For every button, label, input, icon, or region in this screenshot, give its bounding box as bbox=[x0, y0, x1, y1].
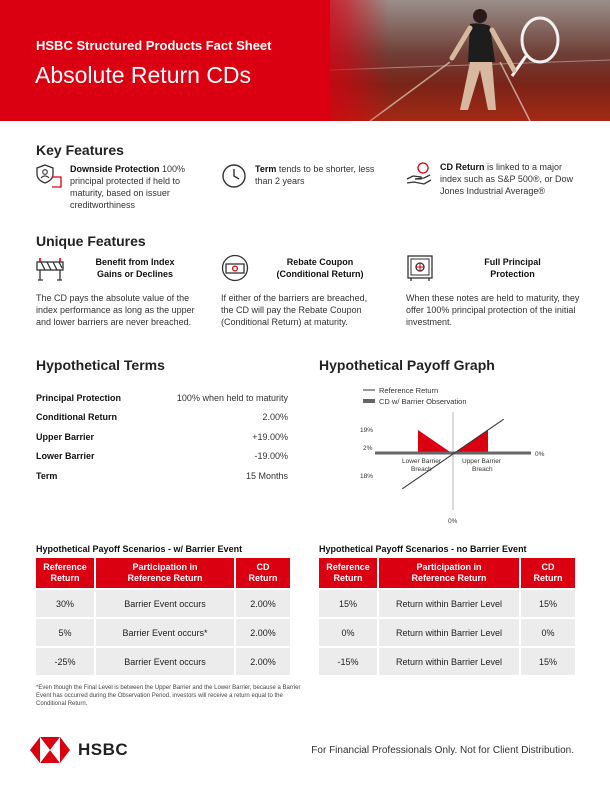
cell-reference: 30% bbox=[36, 590, 94, 617]
cell-participation: Return within Barrier Level bbox=[379, 590, 519, 617]
cell-participation: Return within Barrier Level bbox=[379, 648, 519, 675]
unique-feature-title: Rebate Coupon (Conditional Return) bbox=[276, 257, 364, 279]
table-row bbox=[319, 590, 575, 617]
table-row bbox=[319, 648, 575, 675]
legend-cd-label: CD w/ Barrier Observation bbox=[379, 397, 467, 406]
cell-cd-return: 15% bbox=[521, 648, 575, 675]
term-row: Principal Protection 100% when held to maturity bbox=[36, 392, 288, 403]
unique-features-heading: Unique Features bbox=[36, 233, 146, 249]
payoff-graph bbox=[355, 378, 555, 528]
cash-coupon-icon bbox=[221, 254, 249, 282]
header-cd-return: CD Return bbox=[521, 558, 575, 588]
scenarios-no-barrier-table bbox=[317, 556, 577, 677]
key-feature-text: CD Return is linked to a major index such as S&P 500®, or Dow Jones Industrial Average® bbox=[440, 162, 574, 196]
header-subtitle: HSBC Structured Products Fact Sheet bbox=[36, 38, 272, 53]
header-reference-return: Reference Return bbox=[36, 558, 94, 588]
cell-participation: Return within Barrier Level bbox=[379, 619, 519, 646]
cell-participation: Barrier Event occurs bbox=[96, 590, 234, 617]
terms-list bbox=[36, 388, 288, 486]
key-feature-text: Downside Protection 100% principal protected if held to maturity, based on issuer creditworthiness bbox=[70, 164, 186, 210]
lower-barrier-label-2: Breach bbox=[411, 466, 432, 473]
footnote: *Even though the Final Level is between the Upper Barrier and the Lower Barrier, because a Barrier Event has occurred during the Observation Period, investors will receive a return equal to the Conditional Return. bbox=[36, 685, 301, 707]
cell-reference: 5% bbox=[36, 619, 94, 646]
x-label-0-right: 0% bbox=[535, 451, 545, 458]
header-reference-return: Reference Return bbox=[319, 558, 377, 588]
key-feature-text: Term tends to be shorter, less than 2 years bbox=[255, 164, 375, 186]
key-features-heading: Key Features bbox=[36, 142, 124, 158]
header-banner bbox=[0, 0, 610, 121]
table-row bbox=[319, 619, 575, 646]
key-feature-downside bbox=[36, 163, 211, 211]
y-label-18: 18% bbox=[360, 473, 374, 480]
term-row: Term 15 Months bbox=[36, 470, 288, 481]
y-label-2: 2% bbox=[363, 445, 373, 452]
table-row bbox=[36, 590, 290, 617]
table-row bbox=[36, 619, 290, 646]
header-participation: Participation in Reference Return bbox=[96, 558, 234, 588]
table-header-row bbox=[36, 558, 290, 588]
table-header-row bbox=[319, 558, 575, 588]
cell-reference: -25% bbox=[36, 648, 94, 675]
unique-feature-body: The CD pays the absolute value of the index performance as long as the upper and lower barriers are never breached. bbox=[36, 293, 195, 327]
legend-cd-swatch bbox=[363, 399, 375, 403]
unique-feature-body: When these notes are held to maturity, they offer 100% principal protection of the initial investment. bbox=[406, 293, 580, 327]
legend-reference-label: Reference Return bbox=[379, 386, 439, 395]
cell-reference: -15% bbox=[319, 648, 377, 675]
cell-participation: Barrier Event occurs bbox=[96, 648, 234, 675]
cell-cd-return: 2.00% bbox=[236, 648, 290, 675]
header-fade bbox=[300, 0, 390, 121]
scenarios-barrier-title: Hypothetical Payoff Scenarios - w/ Barrier Event bbox=[36, 544, 243, 554]
hsbc-hexagon-logo bbox=[30, 737, 70, 763]
y-label-0-bottom: 0% bbox=[448, 518, 458, 525]
cell-cd-return: 2.00% bbox=[236, 590, 290, 617]
header-participation: Participation in Reference Return bbox=[379, 558, 519, 588]
header-cd-return: CD Return bbox=[236, 558, 290, 588]
upper-barrier-label: Upper Barrier bbox=[462, 458, 502, 465]
cell-reference: 15% bbox=[319, 590, 377, 617]
scenarios-no-barrier-title: Hypothetical Payoff Scenarios - no Barrier Event bbox=[319, 544, 527, 554]
unique-feature-principal bbox=[406, 254, 581, 328]
footer-disclaimer: For Financial Professionals Only. Not for Client Distribution. bbox=[311, 745, 574, 756]
terms-heading: Hypothetical Terms bbox=[36, 357, 165, 373]
shield-person-icon bbox=[36, 163, 62, 189]
barrier-icon bbox=[36, 254, 64, 282]
term-row: Lower Barrier -19.00% bbox=[36, 451, 288, 462]
unique-feature-body: If either of the barriers are breached, the CD will pay the Rebate Coupon (Conditional Return) at maturity. bbox=[221, 293, 368, 327]
unique-feature-rebate bbox=[221, 254, 381, 328]
table-row bbox=[36, 648, 290, 675]
term-row: Upper Barrier +19.00% bbox=[36, 431, 288, 442]
cell-reference: 0% bbox=[319, 619, 377, 646]
lower-barrier-label: Lower Barrier bbox=[402, 458, 442, 465]
upper-barrier-label-2: Breach bbox=[472, 466, 493, 473]
y-label-19: 19% bbox=[360, 427, 374, 434]
key-feature-cd-return bbox=[406, 161, 584, 197]
cell-cd-return: 15% bbox=[521, 590, 575, 617]
safe-icon bbox=[406, 254, 434, 282]
scenarios-barrier-table bbox=[34, 556, 292, 677]
hand-money-icon bbox=[406, 161, 432, 187]
unique-feature-title: Benefit from Index Gains or Declines bbox=[95, 257, 175, 279]
graph-heading: Hypothetical Payoff Graph bbox=[319, 357, 495, 373]
unique-feature-title: Full Principal Protection bbox=[484, 257, 541, 279]
term-row: Conditional Return 2.00% bbox=[36, 412, 288, 423]
key-feature-term bbox=[221, 163, 391, 189]
unique-feature-index bbox=[36, 254, 196, 328]
cell-cd-return: 2.00% bbox=[236, 619, 290, 646]
cell-cd-return: 0% bbox=[521, 619, 575, 646]
page-title: Absolute Return CDs bbox=[35, 62, 252, 88]
cell-participation: Barrier Event occurs* bbox=[96, 619, 234, 646]
clock-icon bbox=[221, 163, 247, 189]
hsbc-brand-text: HSBC bbox=[78, 740, 129, 759]
